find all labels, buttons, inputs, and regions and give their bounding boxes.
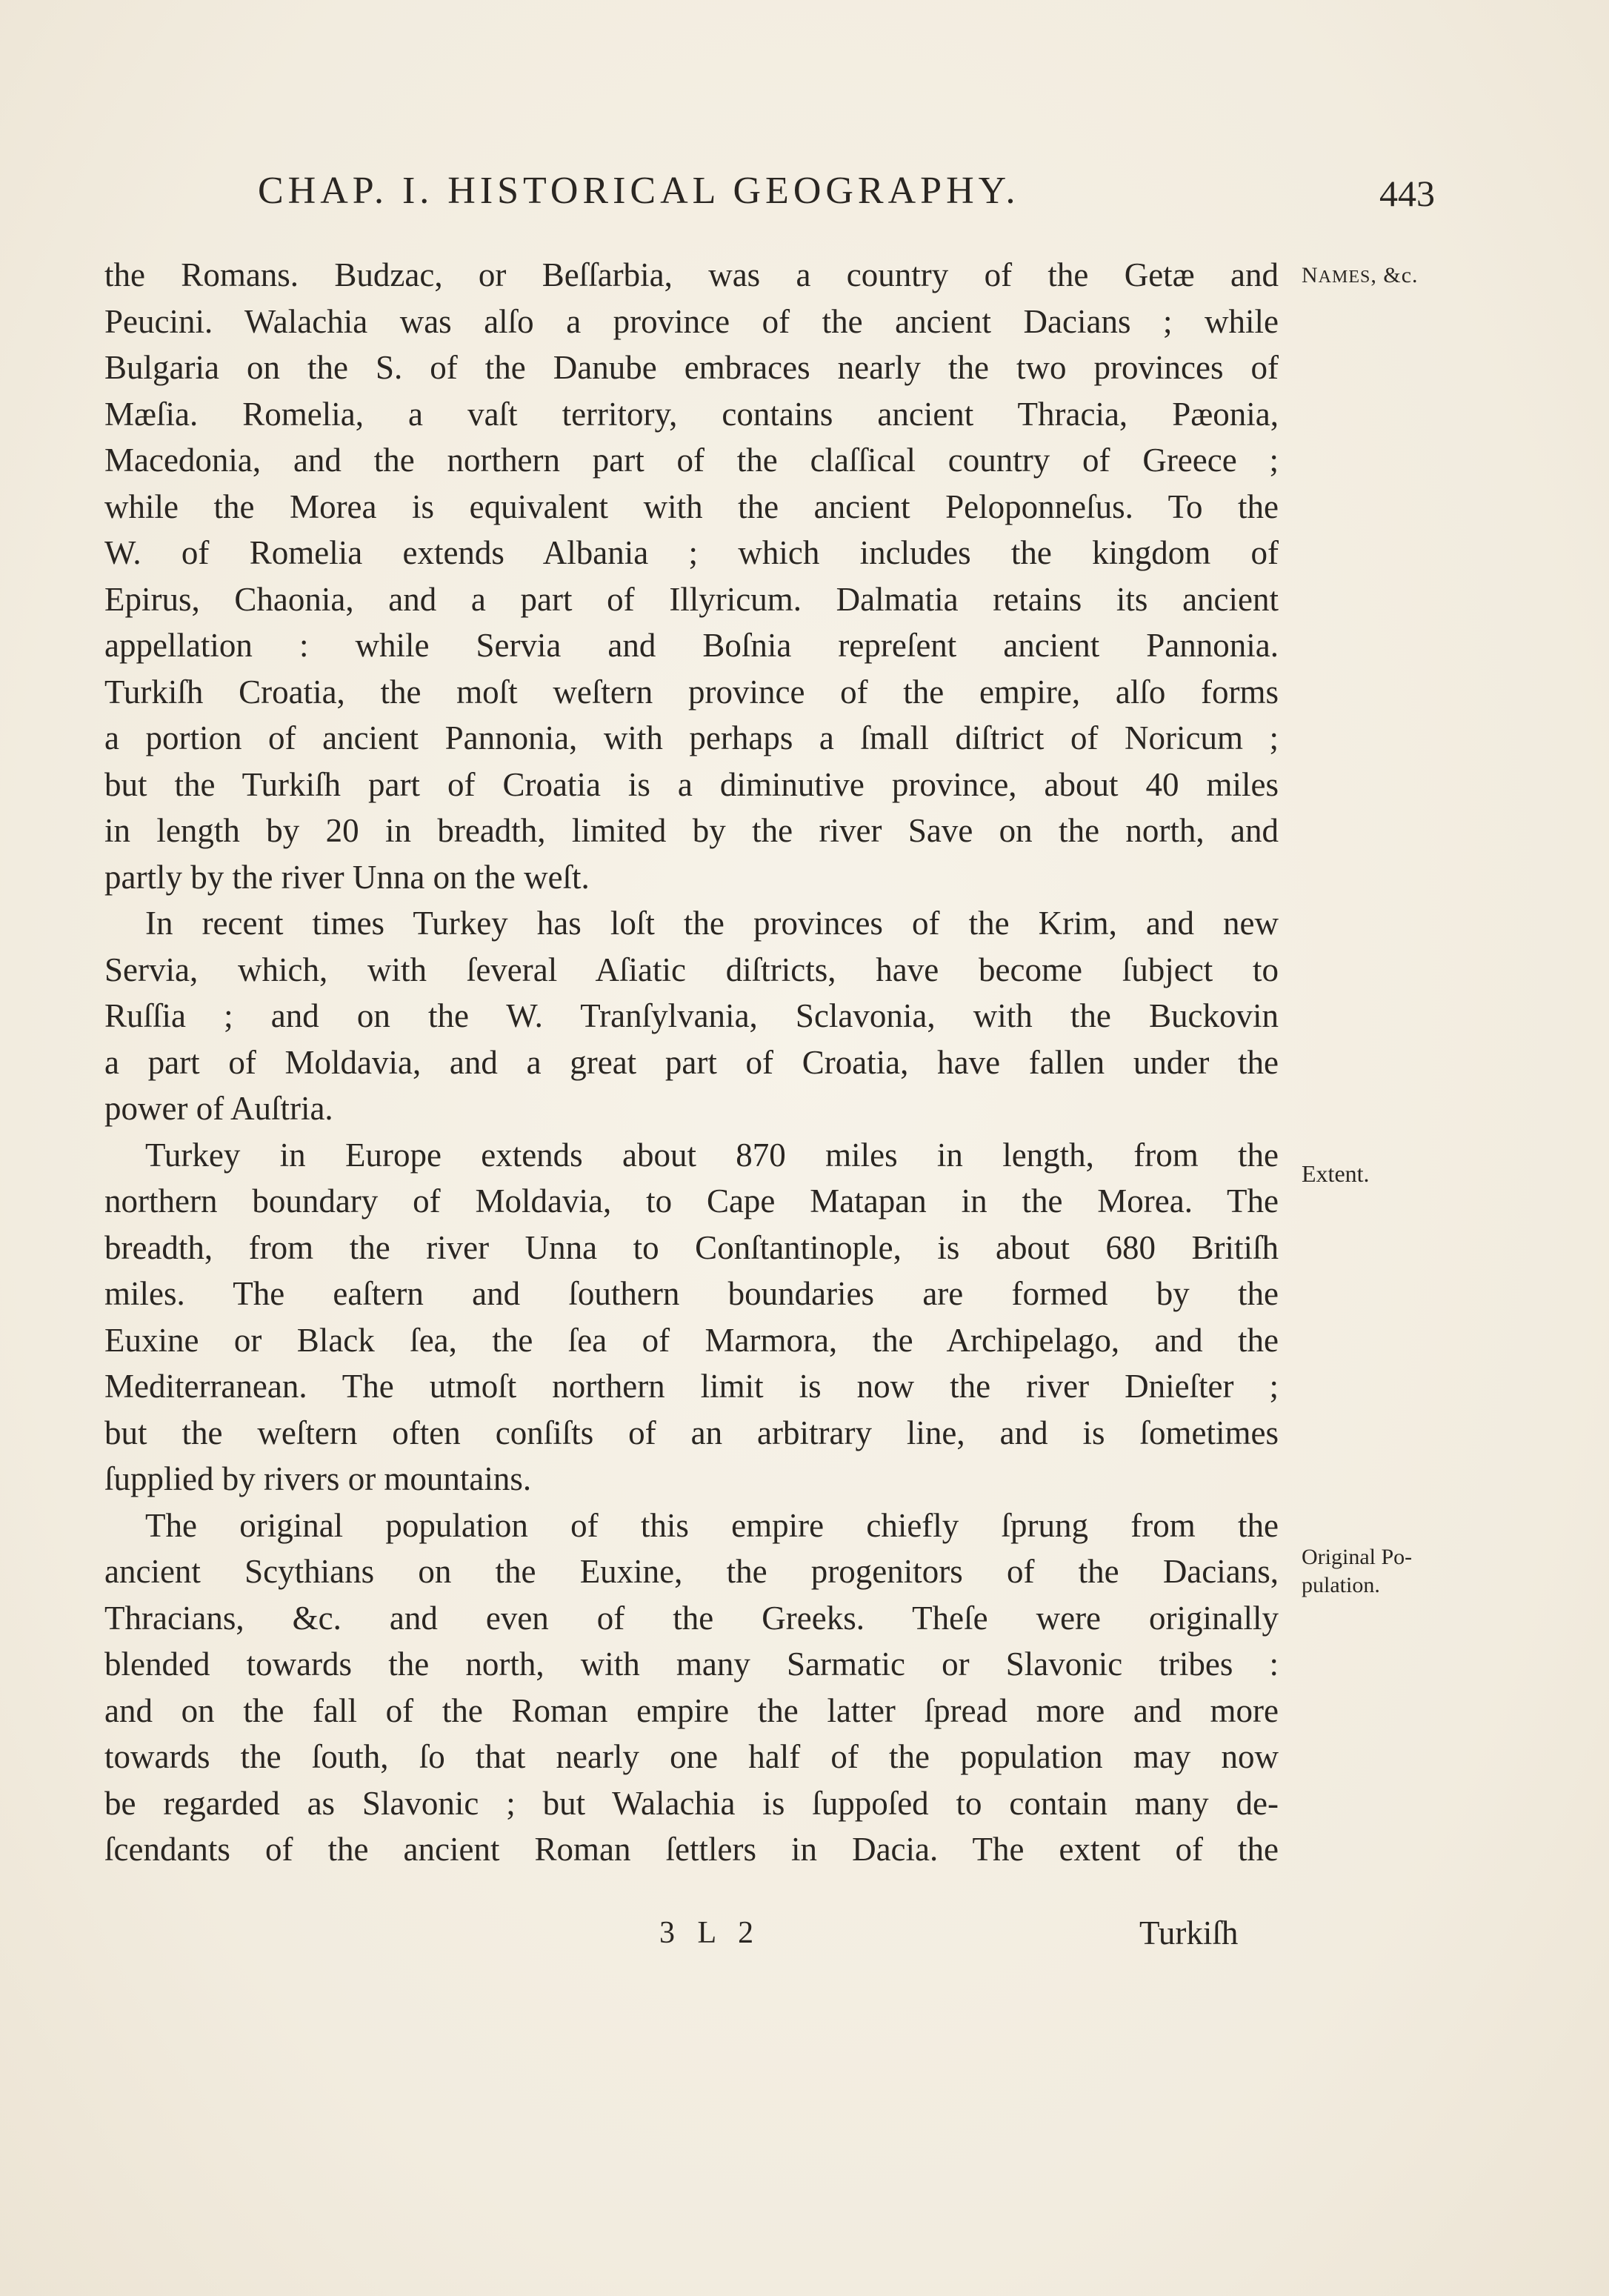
text-line: In recent times Turkey has loſt the provinces of the Krim, and new	[145, 905, 1279, 942]
margin-note-extent: Extent.	[1302, 1160, 1370, 1187]
text-line: ancient Scythians on the Euxine, the progenitors of the Dacians,	[104, 1553, 1279, 1590]
text-line: W. of Romelia extends Albania ; which includes the kingdom of	[104, 534, 1279, 571]
body-text	[104, 252, 1279, 1873]
text-line: Ruſſia ; and on the W. Tranſylvania, Sclavonia, with the Buckovin	[104, 997, 1279, 1034]
text-line: The original population of this empire chiefly ſprung from the	[145, 1506, 1279, 1544]
signature-mark: 3 L 2	[659, 1916, 762, 1950]
page-footer	[0, 1915, 1609, 1967]
text-line: Euxine or Black ſea, the ſea of Marmora, the Archipelago, and the	[104, 1321, 1279, 1359]
text-line: Turkiſh Croatia, the moſt weſtern province of the empire, alſo forms	[104, 673, 1279, 711]
population-note-line-1: Original Po-	[1302, 1545, 1413, 1569]
text-line: in length by 20 in breadth, limited by the river Save on the north, and	[104, 812, 1279, 849]
text-line: but the Turkiſh part of Croatia is a diminutive province, about 40 miles	[104, 765, 1279, 803]
text-line: miles. The eaſtern and ſouthern boundaries are formed by the	[104, 1275, 1279, 1312]
text-line: appellation : while Servia and Boſnia repreſent ancient Pannonia.	[104, 627, 1279, 664]
page-header	[0, 169, 1609, 228]
names-note-tail: , &c.	[1370, 263, 1419, 287]
text-line: Peucini. Walachia was alſo a province of the ancient Dacians ; while	[104, 302, 1279, 340]
text-line: partly by the river Unna on the weſt.	[104, 858, 590, 896]
text-line: and on the fall of the Roman empire the latter ſpread more and more	[104, 1691, 1279, 1729]
text-line: breadth, from the river Unna to Conſtantinople, is about 680 Britiſh	[104, 1228, 1279, 1266]
text-line: a portion of ancient Pannonia, with perhaps a ſmall diſtrict of Noricum ;	[104, 719, 1279, 756]
text-line: Bulgaria on the S. of the Danube embraces nearly the two provinces of	[104, 349, 1279, 386]
margin-note-population	[1302, 1543, 1412, 1600]
text-line: Thracians, &c. and even of the Greeks. Theſe were originally	[104, 1599, 1279, 1637]
text-line: Mediterranean. The utmoſt northern limit is now the river Dnieſter ;	[104, 1368, 1279, 1405]
page-number: 443	[1379, 173, 1435, 214]
text-line: northern boundary of Moldavia, to Cape Matapan in the Morea. The	[104, 1182, 1279, 1219]
text-line: be regarded as Slavonic ; but Walachia is ſuppoſed to contain many de-	[104, 1784, 1279, 1822]
text-line: the Romans. Budzac, or Beſſarbia, was a country of the Getæ and	[104, 256, 1279, 293]
text-line: towards the ſouth, ſo that nearly one half of the population may now	[104, 1738, 1279, 1775]
text-line: Servia, which, with ſeveral Aſiatic diſtricts, have become ſubject to	[104, 951, 1279, 988]
text-line: blended towards the north, with many Sarmatic or Slavonic tribes :	[104, 1646, 1279, 1683]
text-line: Mæſia. Romelia, a vaſt territory, contains ancient Thracia, Pæonia,	[104, 395, 1279, 433]
text-line: ſupplied by rivers or mountains.	[104, 1460, 532, 1497]
names-note-lead: N	[1302, 263, 1319, 287]
text-line: while the Morea is equivalent with the ancient Peloponneſus. To the	[104, 488, 1279, 525]
text-line: a part of Moldavia, and a great part of Croatia, have fallen under the	[104, 1043, 1279, 1081]
margin-note-names	[1302, 262, 1419, 291]
text-line: ſcendants of the ancient Roman ſettlers in Dacia. The extent of the	[104, 1831, 1279, 1868]
text-line: Epirus, Chaonia, and a part of Illyricum. Dalmatia retains its ancient	[104, 580, 1279, 618]
running-head: CHAP. I. HISTORICAL GEOGRAPHY.	[258, 170, 1020, 212]
text-line: power of Auſtria.	[104, 1090, 333, 1127]
catchword: Turkiſh	[1139, 1914, 1239, 1951]
population-note-line-2: pulation.	[1302, 1573, 1380, 1597]
text-line: Turkey in Europe extends about 870 miles in length, from the	[145, 1136, 1279, 1174]
text-line: Macedonia, and the northern part of the claſſical country of Greece ;	[104, 442, 1279, 479]
names-note-small-caps: AMES	[1318, 267, 1371, 287]
text-line: but the weſtern often conſiſts of an arbitrary line, and is ſometimes	[104, 1414, 1279, 1451]
